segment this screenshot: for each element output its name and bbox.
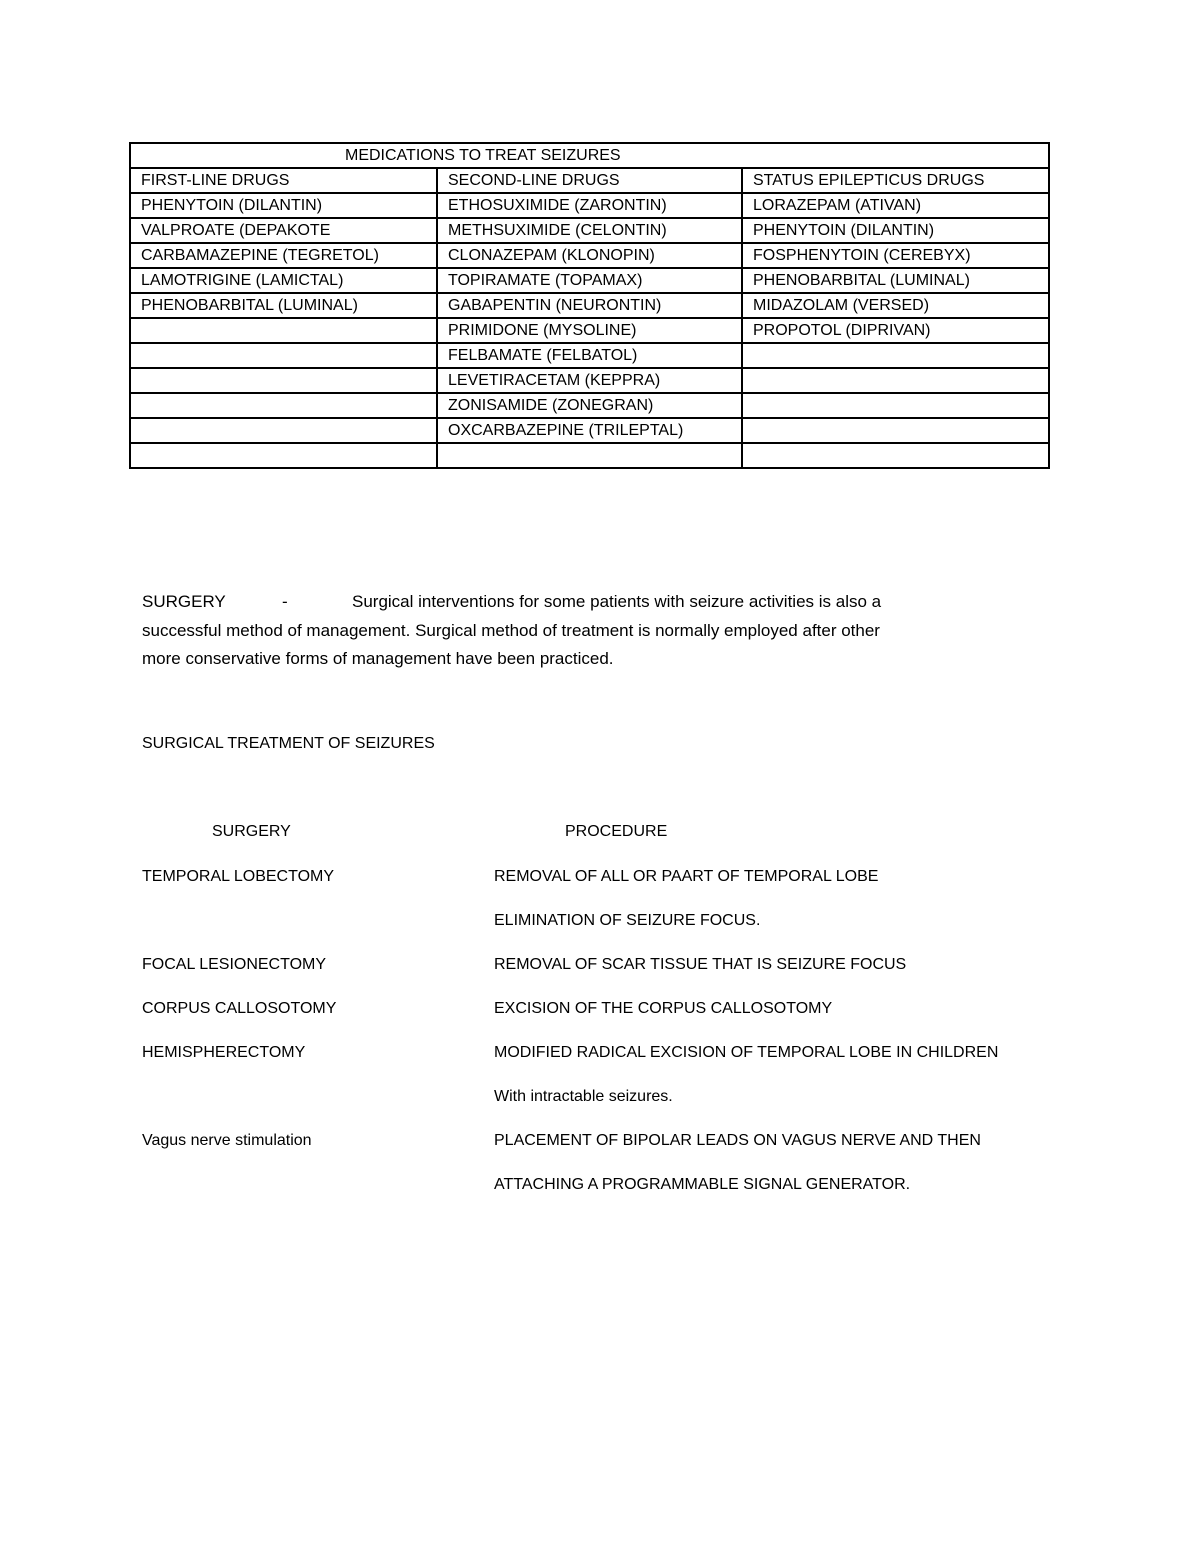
table-cell: PROPOTOL (DIPRIVAN) xyxy=(742,318,1049,343)
table-cell xyxy=(130,443,437,468)
surgery-line-1 xyxy=(142,588,1082,617)
table-row xyxy=(130,393,1049,418)
table-cell: LORAZEPAM (ATIVAN) xyxy=(742,193,1049,218)
table-row xyxy=(130,268,1049,293)
table-row xyxy=(130,443,1049,468)
surgery-paragraph xyxy=(142,588,1082,674)
table-cell: PHENOBARBITAL (LUMINAL) xyxy=(130,293,437,318)
table-cell: ETHOSUXIMIDE (ZARONTIN) xyxy=(437,193,742,218)
table-cell: FOSPHENYTOIN (CEREBYX) xyxy=(742,243,1049,268)
table-row xyxy=(130,218,1049,243)
table-cell: PHENYTOIN (DILANTIN) xyxy=(130,193,437,218)
table-cell xyxy=(742,443,1049,468)
table-cell xyxy=(130,418,437,443)
surgery-name: HEMISPHERECTOMY xyxy=(142,1044,306,1061)
table-row xyxy=(130,193,1049,218)
table-cell: LEVETIRACETAM (KEPPRA) xyxy=(437,368,742,393)
table-cell: MIDAZOLAM (VERSED) xyxy=(742,293,1049,318)
table-cell: OXCARBAZEPINE (TRILEPTAL) xyxy=(437,418,742,443)
surgery-dash: - xyxy=(282,592,288,611)
table-cell xyxy=(130,343,437,368)
col-header-procedure: PROCEDURE xyxy=(565,823,668,840)
table-cell: FELBAMATE (FELBATOL) xyxy=(437,343,742,368)
procedure-text: ATTACHING A PROGRAMMABLE SIGNAL GENERATOR. xyxy=(494,1176,911,1193)
table-cell: GABAPENTIN (NEURONTIN) xyxy=(437,293,742,318)
table-row xyxy=(130,293,1049,318)
procedure-text: PLACEMENT OF BIPOLAR LEADS ON VAGUS NERVE AND THEN xyxy=(494,1132,981,1149)
table-cell: CARBAMAZEPINE (TEGRETOL) xyxy=(130,243,437,268)
header-first-line: FIRST-LINE DRUGS xyxy=(130,168,437,193)
procedure-text: REMOVAL OF ALL OR PAART OF TEMPORAL LOBE xyxy=(494,868,879,885)
surgery-name: FOCAL LESIONECTOMY xyxy=(142,956,327,973)
table-cell: PHENYTOIN (DILANTIN) xyxy=(742,218,1049,243)
table-cell xyxy=(130,368,437,393)
surgery-name: TEMPORAL LOBECTOMY xyxy=(142,868,335,885)
table-cell: CLONAZEPAM (KLONOPIN) xyxy=(437,243,742,268)
col-header-surgery: SURGERY xyxy=(212,823,291,840)
table-cell xyxy=(742,393,1049,418)
table-cell: PRIMIDONE (MYSOLINE) xyxy=(437,318,742,343)
procedure-text: REMOVAL OF SCAR TISSUE THAT IS SEIZURE FOCUS xyxy=(494,956,907,973)
procedure-text: EXCISION OF THE CORPUS CALLOSOTOMY xyxy=(494,1000,833,1017)
header-second-line: SECOND-LINE DRUGS xyxy=(437,168,742,193)
table-row xyxy=(130,368,1049,393)
table-cell xyxy=(742,418,1049,443)
table-header-row xyxy=(130,168,1049,193)
procedure-text: With intractable seizures. xyxy=(494,1088,673,1105)
surgery-name: Vagus nerve stimulation xyxy=(142,1132,312,1149)
procedure-text: MODIFIED RADICAL EXCISION OF TEMPORAL LOBE IN CHILDREN xyxy=(494,1044,999,1061)
procedure-text: ELIMINATION OF SEIZURE FOCUS. xyxy=(494,912,761,929)
table-row xyxy=(130,343,1049,368)
table-title-row xyxy=(130,143,1049,168)
surgery-text-1: Surgical interventions for some patients with seizure activities is also a xyxy=(352,592,882,611)
table-cell xyxy=(130,393,437,418)
table-cell: TOPIRAMATE (TOPAMAX) xyxy=(437,268,742,293)
table-cell xyxy=(742,343,1049,368)
table-row xyxy=(130,243,1049,268)
surgery-name: CORPUS CALLOSOTOMY xyxy=(142,1000,337,1017)
table-cell xyxy=(437,443,742,468)
table-cell: PHENOBARBITAL (LUMINAL) xyxy=(742,268,1049,293)
table-cell xyxy=(130,318,437,343)
header-status-epilepticus: STATUS EPILEPTICUS DRUGS xyxy=(742,168,1049,193)
table-cell: METHSUXIMIDE (CELONTIN) xyxy=(437,218,742,243)
table-cell: VALPROATE (DEPAKOTE xyxy=(130,218,437,243)
table-row xyxy=(130,418,1049,443)
table-cell xyxy=(742,368,1049,393)
table-row xyxy=(130,318,1049,343)
table-title: MEDICATIONS TO TREAT SEIZURES xyxy=(130,143,1049,168)
surgery-text-3: more conservative forms of management have been practiced. xyxy=(142,649,614,668)
surgery-text-2: successful method of management. Surgical method of treatment is normally employed after other xyxy=(142,620,880,640)
table-cell: ZONISAMIDE (ZONEGRAN) xyxy=(437,393,742,418)
surgical-treatment-heading: SURGICAL TREATMENT OF SEIZURES xyxy=(142,735,435,752)
medications-table xyxy=(129,142,1050,469)
surgery-label: SURGERY xyxy=(142,592,226,611)
table-cell: LAMOTRIGINE (LAMICTAL) xyxy=(130,268,437,293)
